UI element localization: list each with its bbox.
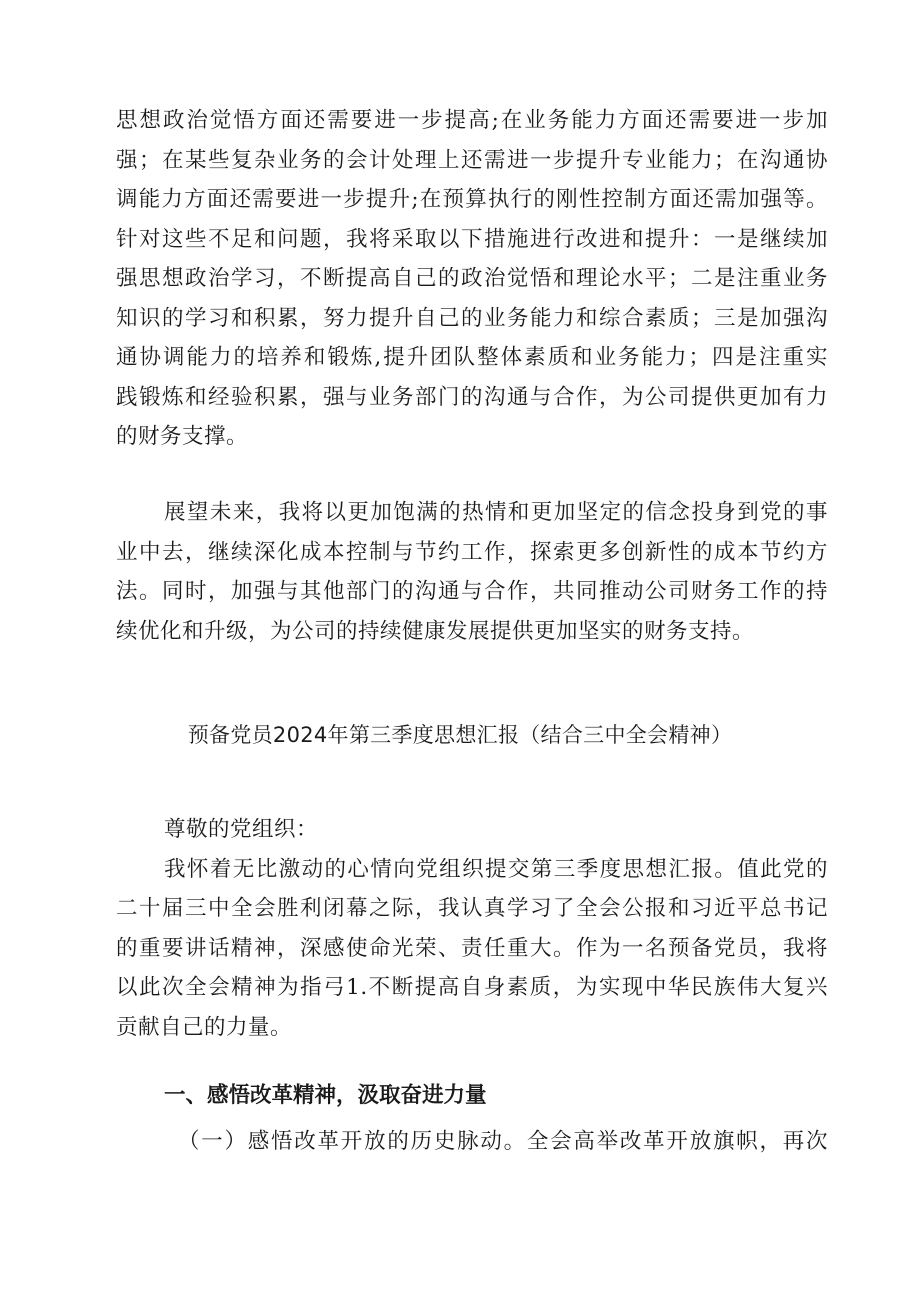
- text-line: （一）感悟改革开放的历史脉动。全会高举改革开放旗帜，再次: [178, 1129, 828, 1154]
- text-line: 以此次全会精神为指弓1.不断提高自身素质，为实现中华民族伟大复兴: [116, 975, 828, 1000]
- text-line: 的财务支撑。: [116, 424, 249, 449]
- text-line: 我怀着无比激动的心情向党组织提交第三季度思想汇报。值此党的: [164, 857, 828, 882]
- text-line: 续优化和升级，为公司的持续健康发展提供更加坚实的财务支持。: [116, 619, 755, 644]
- text-line: 二十届三中全会胜利闭幕之际，我认真学习了全会公报和习近平总书记: [116, 896, 828, 921]
- text-line: 思想政治觉悟方面还需要进一步提高;在业务能力方面还需要进一步加: [116, 108, 828, 133]
- text-line: 法。同时，加强与其他部门的沟通与合作，共同推动公司财务工作的持: [116, 579, 828, 604]
- text-line: 通协调能力的培养和锻炼,提升团队整体素质和业务能力；四是注重实: [116, 345, 828, 370]
- text-line: 知识的学习和积累，努力提升自己的业务能力和综合素质；三是加强沟: [116, 306, 828, 331]
- text-line: 践锻炼和经验积累，强与业务部门的沟通与合作，为公司提供更加有力: [116, 385, 828, 410]
- text-line: 展望未来，我将以更加饱满的热情和更加坚定的信念投身到党的事: [164, 500, 828, 525]
- section-heading: 一、感悟改革精神，汲取奋进力量: [164, 1083, 487, 1108]
- text-line: 贡献自己的力量。: [116, 1015, 293, 1040]
- text-line: 调能力方面还需要进一步提升;在预算执行的刚性控制方面还需加强等。: [116, 187, 828, 212]
- report-title: 预备党员2024年第三季度思想汇报（结合三中全会精神）: [187, 723, 733, 747]
- text-line: 的重要讲话精神，深感使命光荣、责任重大。作为一名预备党员，我将: [116, 936, 828, 961]
- text-line: 业中去，继续深化成本控制与节约工作，探索更多创新性的成本节约方: [116, 540, 828, 565]
- text-line: 针对这些不足和问题，我将采取以下措施进行改进和提升：一是继续加: [116, 227, 828, 252]
- text-line: 强；在某些复杂业务的会计处理上还需进一步提升专业能力；在沟通协: [116, 148, 828, 173]
- salutation: 尊敬的党组织：: [164, 817, 319, 842]
- text-line: 强思想政治学习，不断提高自己的政治觉悟和理论水平；二是注重业务: [116, 266, 828, 291]
